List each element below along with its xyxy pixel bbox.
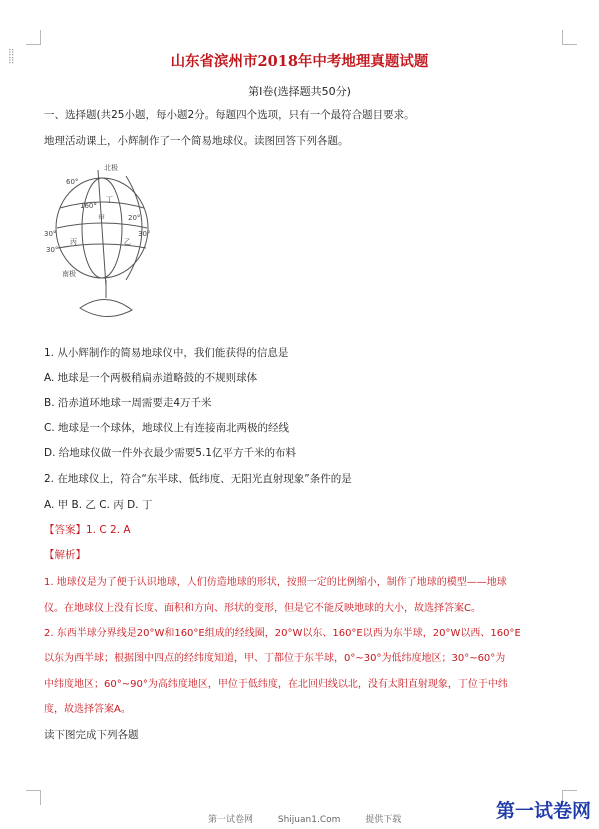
globe-stand-base [80, 299, 132, 316]
explanation-1-line-1: 1. 地球仪是为了便于认识地球，人们仿造地球的形状，按照一定的比例缩小，制作了地球的模型——地球 [44, 577, 507, 588]
crop-mark-top-left [26, 30, 41, 45]
answer-line: 【答案】1. C 2. A [44, 524, 131, 536]
place-jia: 甲 [98, 214, 105, 222]
question-1-option-a: A. 地球是一个两极稍扁赤道略鼓的不规则球体 [44, 372, 258, 384]
crop-mark-top-right [562, 30, 577, 45]
question-2: 2. 在地球仪上，符合“东半球、低纬度、无阳光直射现象”条件的是 [44, 473, 352, 485]
question-1-option-d: D. 给地球仪做一件外衣最少需要5.1亿平方千米的布料 [44, 447, 296, 459]
explanation-2-line-1: 2. 东西半球分界线是20°W和160°E组成的经线圈，20°W以东、160°E以西为东半球，20°W以西、160°E [44, 628, 521, 639]
lon-20-label: 20° [128, 214, 141, 222]
section-heading: 第Ⅰ卷(选择题共50分) [248, 85, 351, 98]
footer-download: 提供下载 [365, 815, 402, 825]
eq-label: 30° [46, 246, 59, 254]
lat-30-label: 30° [44, 230, 57, 238]
lat-60-label: 60° [66, 178, 79, 186]
next-instruction: 读下图完成下列各题 [44, 729, 139, 741]
footer-domain: Shijuan1.Com [277, 815, 341, 825]
instructions: 一、选择题(共25小题，每小题2分。每题四个选项，只有一个最符合题目要求。 [44, 109, 415, 121]
page-title: 山东省滨州市2018年中考地理真题试题 [170, 53, 429, 70]
globe-parallel-60 [60, 202, 144, 208]
question-1: 1. 从小辉制作的简易地球仪中，我们能获得的信息是 [44, 347, 289, 359]
question-1-option-b: B. 沿赤道环地球一周需要走4万千米 [44, 397, 212, 409]
brand-watermark: 第一试卷网 [495, 800, 591, 822]
intro-text: 地理活动课上，小辉制作了一个简易地球仪。读图回答下列各题。 [44, 135, 349, 147]
margin-dots: ⠿ ⠿ [8, 49, 15, 67]
explanation-2-line-3: 中纬度地区；60°~90°为高纬度地区，甲位于低纬度，在北回归线以北，没有太阳直射现象，丁位于中纬 [44, 679, 508, 690]
lon-160-label: 160° [80, 202, 97, 210]
explanation-2-line-4: 度，故选择答案A。 [44, 704, 131, 715]
place-ding: 丁 [106, 196, 113, 204]
question-2-options: A. 甲 B. 乙 C. 丙 D. 丁 [44, 499, 153, 511]
crop-mark-bottom-left [26, 790, 41, 805]
place-yi: 乙 [124, 238, 131, 246]
explanation-2-line-2: 以东为西半球；根据图中四点的经纬度知道，甲、丁都位于东半球，0°~30°为低纬度地区；30°~60°为 [44, 653, 506, 664]
footer-site: 第一试卷网 [208, 815, 254, 825]
question-1-option-c: C. 地球是一个球体，地球仪上有连接南北两极的经线 [44, 422, 290, 434]
globe-axis [98, 170, 106, 286]
place-bing: 丙 [70, 238, 77, 246]
lon-30-label: 30° [138, 230, 151, 238]
south-pole-label: 南极 [62, 270, 76, 278]
page-footer [208, 812, 423, 825]
north-pole-label: 北极 [104, 164, 118, 172]
explanation-1-line-2: 仪。在地球仪上没有长度、面积和方向、形状的变形，但是它不能反映地球的大小，故选择答案C。 [44, 603, 481, 614]
globe-figure [40, 158, 160, 328]
globe-stand-arc [126, 176, 142, 280]
analysis-label: 【解析】 [44, 549, 86, 561]
